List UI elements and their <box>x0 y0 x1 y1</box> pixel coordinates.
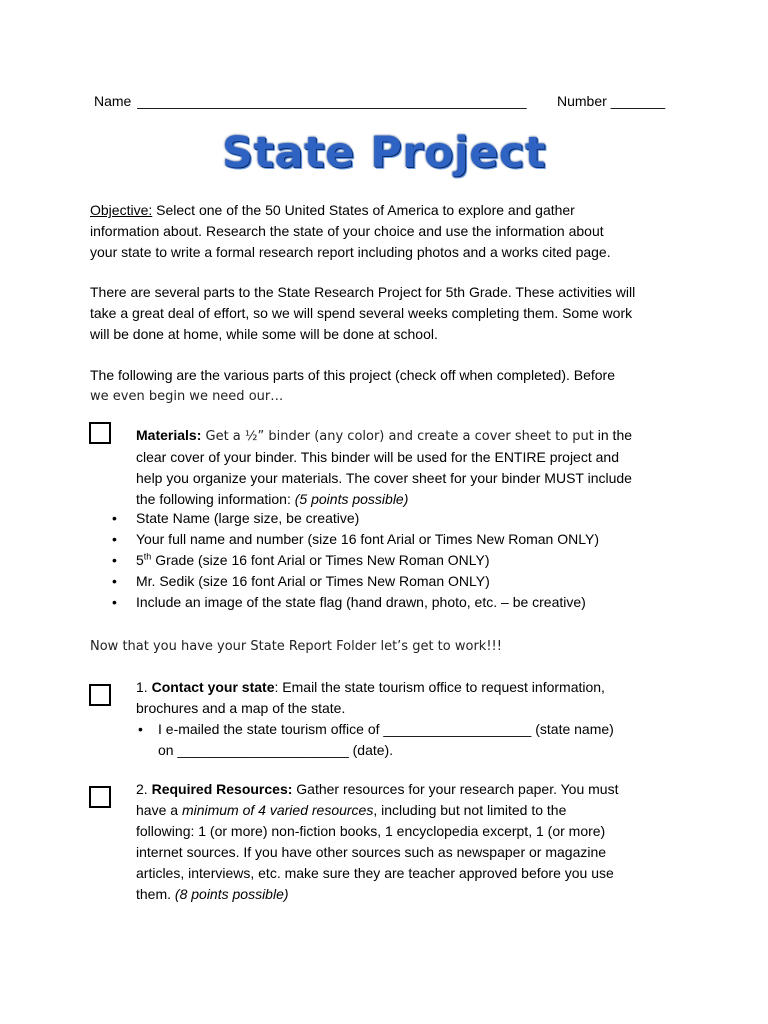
name-field <box>94 91 527 112</box>
transition-text: Now that you have your State Report Folder let’s get to work!!! <box>90 639 502 654</box>
step-2-section: 2. Required Resources: Gather resources for your research paper. You must have a minimum of 4 varied resources, including but not limited to the following: 1 (or more) non-fiction books, 1 encyclopedia excerpt, 1 (or more) internet sources. If you have other sources such as newspaper or magazine articles, interviews, etc. make sure they are teacher approved before you use them. (8 points possible) <box>136 781 619 902</box>
list-item: • 5th Grade (size 16 font Arial or Times New Roman ONLY) <box>112 551 490 568</box>
intro-line-1: There are several parts to the State Research Project for 5th Grade. These activities will <box>90 284 636 300</box>
step-2-line-4: internet sources. If you have other sources such as newspaper or magazine <box>136 844 607 860</box>
step-1-line-2: brochures and a map of the state. <box>136 700 346 716</box>
step-2-label: Required Resources: <box>151 781 293 797</box>
step-2-points: (8 points possible) <box>174 886 289 902</box>
parts-intro-paragraph <box>90 365 615 407</box>
materials-line-4: the following information: <box>136 491 295 507</box>
step-2-number: 2. <box>136 781 152 797</box>
step-1-label: Contact your state <box>151 679 275 695</box>
step-2-line-3: following: 1 (or more) non-fiction books, 1 encyclopedia excerpt, 1 (or more) <box>136 823 606 839</box>
materials-points: (5 points possible) <box>294 491 409 507</box>
materials-line-1-end: in the <box>593 427 633 443</box>
objective-line-3: your state to write a formal research report including photos and a works cited page. <box>90 244 611 260</box>
materials-section <box>136 425 632 510</box>
list-item: • I e-mailed the state tourism office of ___________________ (state name) <box>138 721 614 737</box>
number-field <box>557 91 665 112</box>
number-blank: _______ <box>610 93 666 109</box>
materials-checkbox[interactable] <box>89 422 111 444</box>
parts-intro-line-1: The following are the various parts of this project (check off when completed). Before <box>90 367 616 383</box>
materials-label: Materials: <box>136 427 202 443</box>
objective-paragraph <box>90 200 611 263</box>
parts-intro-line-2: we even begin we need our… <box>90 389 284 404</box>
step-1-section <box>136 677 605 719</box>
objective-label: Objective: <box>90 202 153 218</box>
list-item: • Your full name and number (size 16 font Arial or Times New Roman ONLY) <box>112 531 599 547</box>
materials-line-3: help you organize your materials. The cover sheet for your binder MUST include <box>136 470 632 486</box>
name-label: Name <box>94 93 132 109</box>
step-1-number: 1. <box>136 679 152 695</box>
list-item: • State Name (large size, be creative) <box>112 510 360 526</box>
list-item: • Mr. Sedik (size 16 font Arial or Times New Roman ONLY) <box>112 573 490 589</box>
intro-paragraph <box>90 282 635 345</box>
intro-line-2: take a great deal of effort, so we will spend several weeks completing them. Some work <box>90 305 633 321</box>
objective-line-1: Select one of the 50 United States of America to explore and gather <box>152 202 575 218</box>
page-title: State Project <box>222 128 546 178</box>
step-2-line-1: Gather resources for your research paper. You must <box>292 781 619 797</box>
step-2-emphasis: minimum of 4 varied resources <box>181 802 374 818</box>
step-2-checkbox[interactable] <box>89 786 111 808</box>
step-1-line-1: : Email the state tourism office to request information, <box>274 679 605 695</box>
number-label: Number <box>557 93 607 109</box>
materials-line-1: Get a ½” binder (any color) and create a cover sheet to put <box>201 429 594 444</box>
step-1-bullet-list <box>136 719 614 761</box>
step-2-line-5: articles, interviews, etc. make sure they are teacher approved before you use <box>136 865 614 881</box>
list-item: • Include an image of the state flag (hand drawn, photo, etc. – be creative) <box>112 594 586 610</box>
materials-bullet-list <box>112 508 712 613</box>
objective-line-2: information about. Research the state of your choice and use the information about <box>90 223 604 239</box>
materials-line-2: clear cover of your binder. This binder will be used for the ENTIRE project and <box>136 449 619 465</box>
name-blank: __________________________________________________ <box>137 93 527 109</box>
step-1-bullet-line-2: on ______________________ (date). <box>158 742 394 758</box>
step-1-checkbox[interactable] <box>89 684 111 706</box>
intro-line-3: will be done at home, while some will be done at school. <box>90 326 438 342</box>
